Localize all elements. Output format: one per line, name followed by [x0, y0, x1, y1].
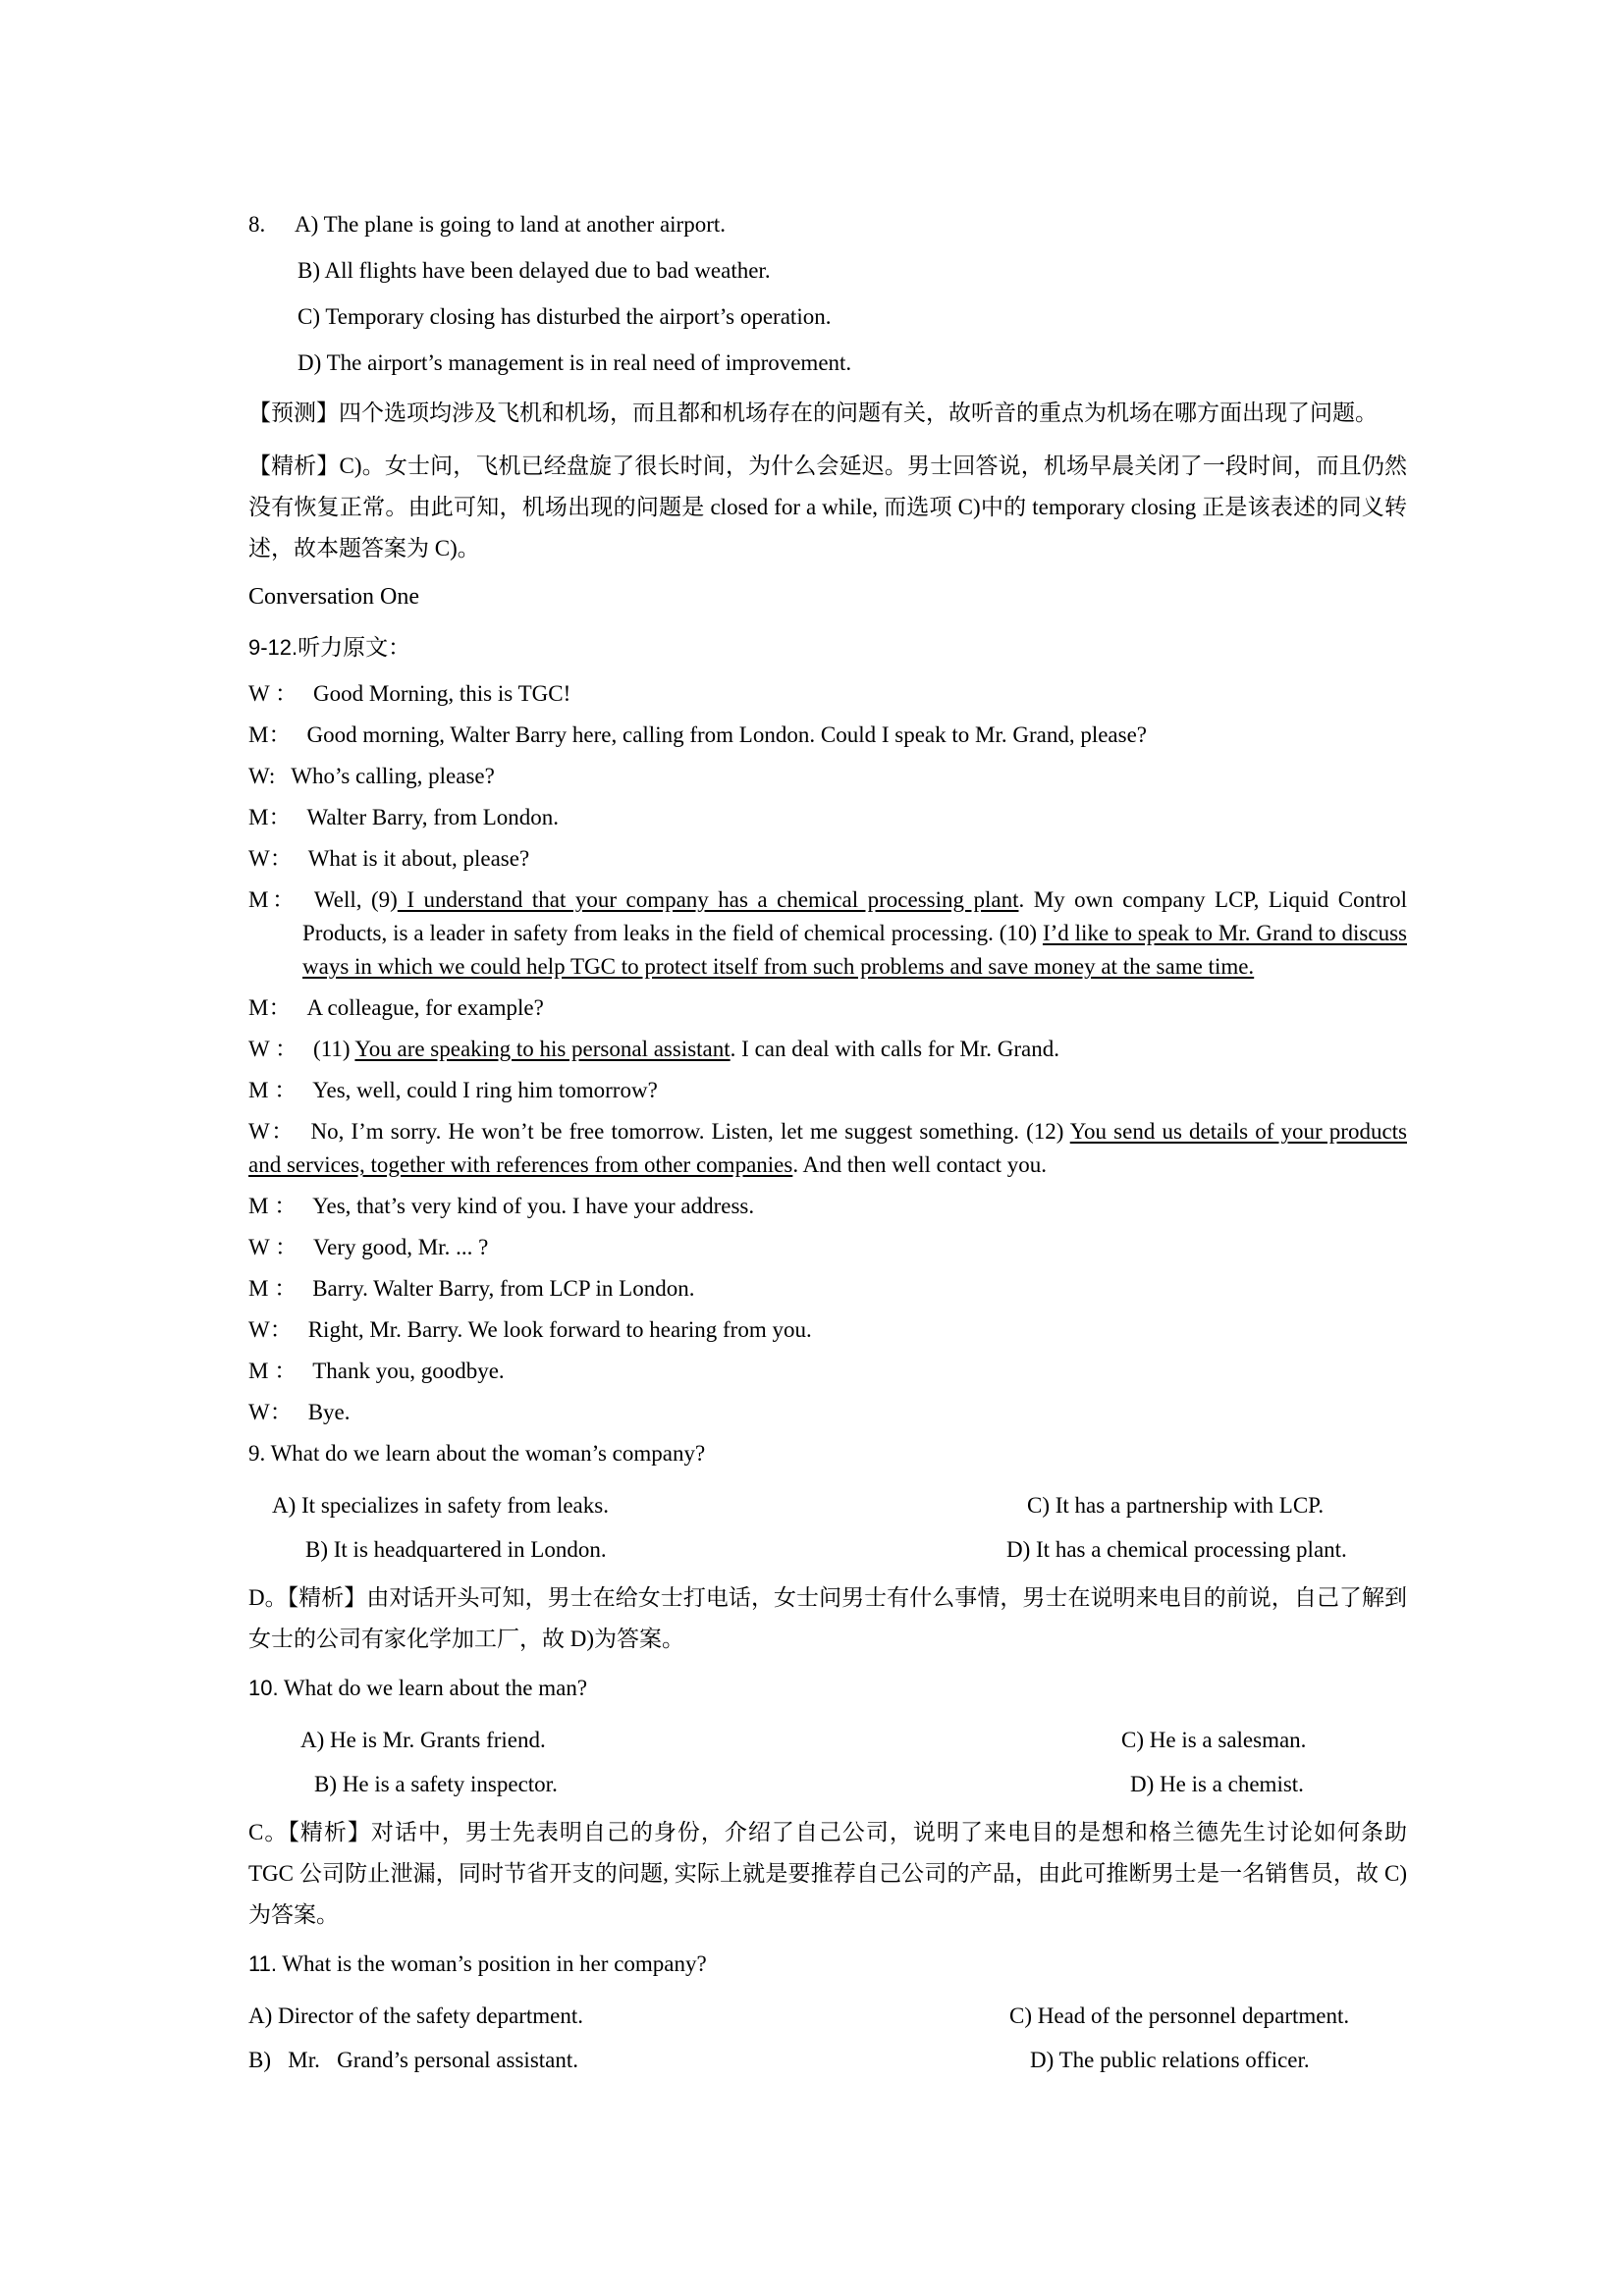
question-10-options-row-1 [248, 1724, 1407, 1756]
speaker-label: W： [248, 1317, 293, 1342]
speaker-label: M ： [248, 1194, 298, 1218]
question-10-stem-text: What do we learn about the man? [278, 1676, 588, 1700]
dialog-text: (11) [313, 1037, 355, 1061]
dialog-text-underlined: You are speaking to his personal assistant [354, 1037, 731, 1061]
dialog-line-1 [248, 677, 1407, 711]
dialog-text: Well, (9) [313, 887, 398, 912]
speaker-label: M： [248, 722, 292, 747]
dialog-text: Who’s calling, please? [291, 764, 495, 788]
dialog-text: Yes, well, could I ring him tomorrow? [312, 1078, 658, 1102]
dialog-text: Thank you, goodbye. [312, 1359, 505, 1383]
dialog-text: Barry. Walter Barry, from LCP in London. [312, 1276, 695, 1301]
speaker-label: W： [248, 1119, 296, 1144]
question-8-option-d: D) The airport’s management is in real need of improvement. [298, 350, 852, 375]
question-11-stem [248, 1948, 1407, 1980]
question-11-options-row-2 [248, 2044, 1407, 2076]
speaker-label: W ： [248, 681, 298, 706]
dialog-text: . My own company LCP, Liquid Control Products, is a leader in safety from leaks in the field of chemical processing. (10) [302, 887, 1407, 945]
dialog-text: Good Morning, this is TGC! [313, 681, 571, 706]
dialog-line-3 [248, 760, 1407, 793]
question-11-option-d: D) The public relations officer. [1030, 2048, 1310, 2072]
dialog-text: A colleague, for example? [306, 995, 544, 1020]
speaker-label: M ： [248, 1359, 298, 1383]
dialog-text-underlined: You send us details of your products and services, together with references from other companies [248, 1119, 1407, 1177]
question-10-number: 10. [248, 1676, 279, 1700]
question-10-stem [248, 1672, 1407, 1704]
question-9-option-b: B) It is headquartered in London. [305, 1537, 607, 1562]
question-9-stem: 9. What do we learn about the woman’s company? [248, 1441, 706, 1466]
dialog-text: No, I’m sorry. He won’t be free tomorrow. Listen, let me suggest something. (12) [310, 1119, 1070, 1144]
dialog-text: . I can deal with calls for Mr. Grand. [730, 1037, 1059, 1061]
dialog-line-12 [248, 1231, 1407, 1264]
question-9-analysis: D。【精析】由对话开头可知，男士在给女士打电话，女士问男士有什么事情，男士在说明来电目的前说，自己了解到女士的公司有家化学加工厂，故 D)为答案。 [248, 1585, 1407, 1651]
question-8-option-a-text: A) The plane is going to land at another airport. [295, 212, 727, 237]
question-9-option-a: A) It specializes in safety from leaks. [272, 1493, 609, 1518]
question-8-analysis: 【精析】C)。女士问，飞机已经盘旋了很长时间，为什么会延迟。男士回答说，机场早晨关闭了一段时间，而且仍然没有恢复正常。由此可知，机场出现的问题是 closed for a while, 而选项 C)中的 temporary closing 正是该表述的同义转述，故本题答案为 C)。 [248, 454, 1407, 561]
speaker-label: W ： [248, 1235, 298, 1259]
question-11-stem-text: What is the woman’s position in her company? [276, 1951, 707, 1976]
dialog-line-9 [248, 1074, 1407, 1107]
question-11-option-a: A) Director of the safety department. [248, 2003, 584, 2028]
dialog-line-7 [248, 991, 1407, 1025]
question-10-option-b: B) He is a safety inspector. [314, 1772, 558, 1796]
speaker-label: W： [248, 846, 293, 871]
question-8-option-c: C) Temporary closing has disturbed the airport’s operation. [298, 304, 832, 329]
question-9-option-d: D) It has a chemical processing plant. [1006, 1537, 1347, 1562]
question-10-option-a: A) He is Mr. Grants friend. [300, 1728, 546, 1752]
speaker-label: W: [248, 764, 276, 788]
dialog-text: Yes, that’s very kind of you. I have your address. [312, 1194, 755, 1218]
speaker-label: M ： [248, 1078, 298, 1102]
dialog-text-underlined: I’d like to speak to Mr. Grand to discuss ways in which we could help TGC to protect itself from such problems and save money at the same time. [302, 921, 1407, 979]
transcript-label [248, 631, 1407, 664]
transcript-range-label: 9-12. [248, 635, 298, 660]
dialog-text: . And then well contact you. [792, 1152, 1048, 1177]
question-8-option-a [248, 208, 1407, 240]
speaker-label: M ： [248, 1276, 298, 1301]
conversation-one-heading: Conversation One [248, 584, 419, 610]
dialog-text: What is it about, please? [307, 846, 530, 871]
dialog-text: Good morning, Walter Barry here, calling from London. Could I speak to Mr. Grand, please? [306, 722, 1147, 747]
speaker-label: W： [248, 1400, 293, 1424]
dialog-line-11 [248, 1190, 1407, 1223]
question-9-option-c: C) It has a partnership with LCP. [1027, 1493, 1325, 1518]
dialog-line-10 [248, 1115, 1407, 1182]
dialog-line-5 [248, 842, 1407, 876]
question-10-analysis: C。【精析】对话中，男士先表明自己的身份，介绍了自己公司，说明了来电目的是想和格兰德先生讨论如何条助 TGC 公司防止泄漏，同时节省开支的问题, 实际上就是要推荐自己公司的产品，由此可推断男士是一名销售员，故 C)为答案。 [248, 1820, 1407, 1927]
dialog-text: Right, Mr. Barry. We look forward to hearing from you. [307, 1317, 812, 1342]
dialog-line-13 [248, 1272, 1407, 1306]
question-11-number: 11. [248, 1951, 277, 1976]
dialog-line-4 [248, 801, 1407, 834]
dialog-line-2 [248, 719, 1407, 752]
question-10-option-d: D) He is a chemist. [1130, 1772, 1304, 1796]
dialog-line-14 [248, 1313, 1407, 1347]
question-11-options-row-1 [248, 2000, 1407, 2032]
dialog-line-6 [248, 883, 1407, 984]
dialog-text: Bye. [307, 1400, 351, 1424]
question-8-number: 8. [248, 212, 266, 237]
question-9-options-row-1 [248, 1489, 1407, 1522]
speaker-label: M： [248, 805, 292, 829]
question-8-option-b: B) All flights have been delayed due to bad weather. [298, 258, 771, 283]
question-10-options-row-2 [248, 1768, 1407, 1800]
question-10-option-c: C) He is a salesman. [1121, 1728, 1307, 1752]
prediction-note: 【预测】四个选项均涉及飞机和机场，而且都和机场存在的问题有关，故听音的重点为机场在哪方面出现了问题。 [248, 400, 1378, 425]
transcript-label-text: 听力原文： [298, 635, 411, 660]
dialog-line-8 [248, 1033, 1407, 1066]
dialog-text-underlined: I understand that your company has a chemical processing plant [397, 887, 1019, 912]
dialog-text: Very good, Mr. ... ? [313, 1235, 489, 1259]
speaker-label: M： [248, 995, 292, 1020]
question-9-options-row-2 [248, 1533, 1407, 1566]
dialog-line-15 [248, 1355, 1407, 1388]
question-11-option-b: B) Mr. Grand’s personal assistant. [248, 2048, 579, 2072]
speaker-label: M： [248, 887, 298, 912]
speaker-label: W ： [248, 1037, 298, 1061]
question-11-option-c: C) Head of the personnel department. [1009, 2003, 1350, 2028]
dialog-line-16 [248, 1396, 1407, 1429]
dialog-text: Walter Barry, from London. [306, 805, 560, 829]
